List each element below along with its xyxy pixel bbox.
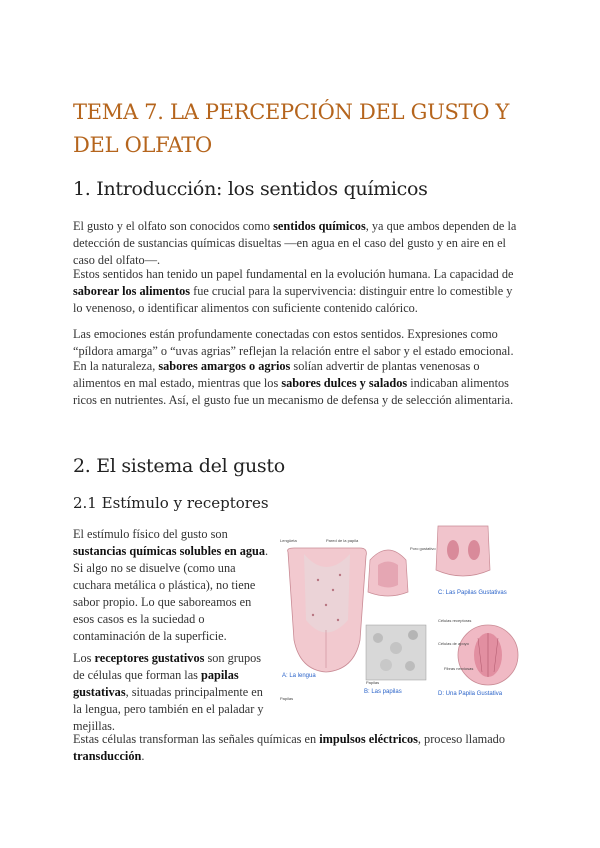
section-2-heading: 2. El sistema del gusto bbox=[73, 455, 285, 477]
figure-small-label-7: Fibras nerviosas bbox=[444, 666, 474, 671]
section-1-heading: 1. Introducción: los sentidos químicos bbox=[73, 178, 428, 200]
papillae-micrograph bbox=[366, 625, 426, 680]
section-2-paragraph-2: Los receptores gustativos son grupos de células que forman las papilas gustativas, situadas principalmente en la lengua, pero también en el paladar y mejillas. bbox=[73, 651, 264, 733]
figure-small-label-4: Papilas bbox=[366, 680, 380, 685]
section-1-paragraph-1: El gusto y el olfato son conocidos como sentidos químicos, ya que ambos dependen de la detección de sustancias químicas disueltas —en agua en el caso del gusto y en aire en el caso del olfato—. bbox=[73, 219, 517, 267]
taste-buds-illustration bbox=[436, 526, 490, 576]
single-taste-bud-illustration bbox=[458, 625, 518, 685]
figure-small-label-6: Células de apoyo bbox=[438, 641, 469, 646]
section-2-subheading: 2.1 Estímulo y receptores bbox=[73, 494, 269, 512]
section-1-paragraph-3: Las emociones están profundamente conectadas con estos sentidos. Expresiones como “píldora amarga” o “uvas agrias” reflejan la relación entre el sabor y el estado emocional. bbox=[73, 327, 514, 358]
figure-small-label-8: Papilas bbox=[280, 696, 294, 701]
section-1-paragraph-4: En la naturaleza, sabores amargos o agrios solían advertir de plantas venenosas o alimentos en mal estado, mientras que los sabores dulces y salados indicaban alimentos ricos en nutrientes. Así, el gusto fue un mecanismo de defensa y de selección alimentaria. bbox=[73, 359, 514, 407]
figure-label-c: C: Las Papilas Gustativas bbox=[438, 590, 507, 596]
figure-small-label-3: Poro gustativo bbox=[410, 546, 436, 551]
taste-anatomy-figure bbox=[278, 520, 528, 705]
page-title: TEMA 7. LA PERCEPCIÓN DEL GUSTO Y DEL OLFATO bbox=[73, 100, 510, 157]
section-2-paragraph-3: Estas células transforman las señales químicas en impulsos eléctricos, proceso llamado transducción. bbox=[73, 732, 505, 763]
figure-small-label-2: Pared de la papila bbox=[326, 538, 359, 543]
figure-label-b: B: Las papilas bbox=[364, 689, 402, 695]
figure-label-d: D: Una Papila Gustativa bbox=[438, 691, 503, 697]
section-1-paragraph-2: Estos sentidos han tenido un papel fundamental en la evolución humana. La capacidad de saborear los alimentos fue crucial para la supervivencia: distinguir entre lo comestible y lo venenoso, o identificar alimentos con suficiente contenido calórico. bbox=[73, 267, 514, 315]
figure-small-label-1: Lengüeta bbox=[280, 538, 297, 543]
papilla-section bbox=[368, 550, 408, 596]
section-2-paragraph-1: El estímulo físico del gusto son sustancias químicas solubles en agua. Si algo no se disuelve (como una cuchara metálica o plástica), no tiene sabor propio. Lo que saboreamos en esos casos es la suciedad o contaminación de la superficie. bbox=[73, 527, 269, 643]
figure-small-label-5: Células receptoras bbox=[438, 618, 472, 623]
figure-label-a: A: La lengua bbox=[282, 673, 316, 679]
tongue-illustration bbox=[288, 548, 367, 672]
